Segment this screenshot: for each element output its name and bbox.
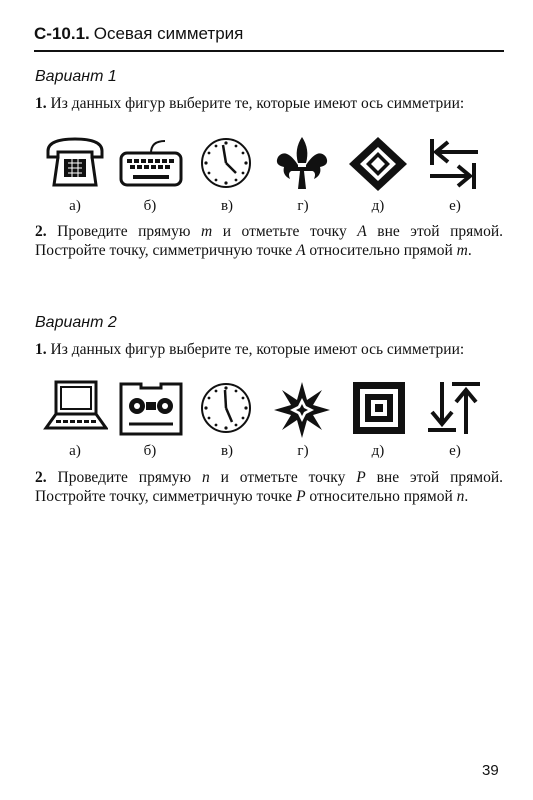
task-text: Из данных фигур выберите те, которые имеют ось симметрии: [50, 341, 465, 358]
fleur-de-lis-icon [270, 135, 334, 195]
variant-1-figures [40, 135, 510, 215]
page-header [34, 24, 504, 52]
point-name: A [296, 242, 306, 259]
figure-c [192, 135, 262, 215]
figure-label: е) [449, 198, 461, 214]
variant-1-task-2 [35, 222, 503, 260]
figure-f [420, 380, 490, 460]
figure-label: а) [69, 443, 81, 459]
task-text: и отметьте точку [212, 223, 358, 240]
figure-label: г) [297, 443, 309, 459]
figure-label: г) [297, 198, 309, 214]
variant-1-task-1 [35, 94, 503, 113]
task-text: . [464, 488, 469, 505]
task-text: . [467, 242, 472, 259]
figure-e [343, 135, 413, 215]
task-text: Из данных фигур выберите те, которые имеют ось симметрии: [50, 95, 465, 112]
task-text: и отметьте точку [209, 469, 357, 486]
section-title: Осевая симметрия [93, 24, 244, 43]
variant-2-task-1 [35, 340, 503, 359]
figure-label: а) [69, 198, 81, 214]
figure-label: д) [371, 198, 385, 214]
figure-a [40, 135, 110, 215]
line-name: m [456, 242, 468, 259]
task-number: 2. [35, 469, 47, 486]
variant-2-title: Вариант 2 [35, 314, 117, 331]
task-text: Проведите прямую [57, 469, 202, 486]
telephone-icon [42, 135, 108, 195]
figure-b [115, 135, 185, 215]
clock-icon [194, 135, 258, 195]
task-text: относительно прямой [305, 242, 457, 259]
figure-f [420, 135, 490, 215]
arrows-up-down-icon [422, 380, 486, 440]
task-number: 1. [35, 341, 47, 358]
figure-d [268, 135, 338, 215]
figure-a [40, 380, 110, 460]
variant-2-task-2 [35, 468, 503, 506]
task-text: относительно прямой [305, 488, 457, 505]
cassette-icon [117, 380, 185, 440]
arrows-opposite-icon [422, 135, 486, 195]
task-number: 1. [35, 95, 47, 112]
computer-icon [42, 380, 108, 440]
line-name: n [202, 469, 210, 486]
variant-2-figures [40, 380, 510, 460]
keyboard-icon [117, 135, 185, 195]
point-name: P [356, 469, 366, 486]
point-name: P [296, 488, 306, 505]
task-text: вне этой прямой. Постройте точку, симметричную точке [35, 469, 503, 505]
line-name: n [456, 488, 465, 505]
figure-b [115, 380, 185, 460]
variant-1-title: Вариант 1 [35, 68, 117, 85]
clock-icon [194, 380, 258, 440]
section-code: С-10.1. [34, 24, 90, 43]
concentric-squares-icon [345, 380, 411, 440]
point-name: A [357, 223, 367, 240]
task-number: 2. [35, 223, 47, 240]
page-number: 39 [482, 762, 499, 779]
figure-e [343, 380, 413, 460]
figure-d [268, 380, 338, 460]
task-text: вне этой прямой. Постройте точку, симметричную точке [35, 223, 504, 259]
figure-label: б) [143, 443, 157, 459]
figure-c [192, 380, 262, 460]
figure-label: б) [143, 198, 157, 214]
line-name: m [200, 223, 213, 240]
figure-label: е) [449, 443, 461, 459]
figure-label: в) [220, 443, 234, 459]
figure-label: в) [220, 198, 234, 214]
figure-label: д) [371, 443, 385, 459]
diamond-squares-icon [345, 135, 411, 195]
star-icon [270, 380, 334, 440]
task-text: Проведите прямую [57, 223, 201, 240]
